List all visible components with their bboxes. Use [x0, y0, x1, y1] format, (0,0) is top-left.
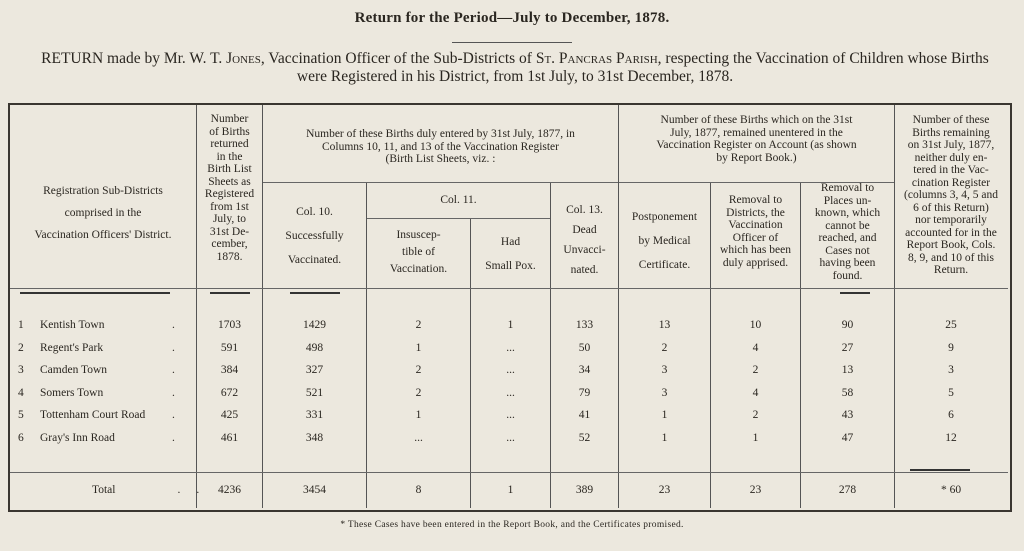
footnote: * These Cases have been entered in the Report Book, and the Certificates promised. — [340, 520, 684, 530]
leader-dot: . — [177, 484, 181, 496]
cell-vacc: 348 — [305, 432, 324, 444]
leader-dot: . — [172, 409, 175, 421]
cell-remu: 58 — [841, 387, 854, 399]
total-births: 4236 — [218, 484, 241, 496]
cell-pox: ... — [506, 432, 515, 444]
cell-remu: 43 — [841, 409, 854, 421]
row-number: 2 — [18, 342, 24, 354]
cell-remd: 2 — [752, 409, 759, 421]
header-line: July, to — [212, 213, 247, 225]
rule-dash — [20, 292, 170, 294]
header-line: Number of these — [912, 114, 990, 126]
header-line: 6 of this Return) — [913, 201, 989, 214]
total-rule — [10, 472, 1008, 473]
cell-remd: 4 — [752, 342, 759, 354]
header-line: Small Pox. — [485, 260, 536, 272]
header-line: tible of — [402, 246, 435, 258]
row-number: 3 — [18, 364, 24, 376]
sub-district-name: Kentish Town — [40, 319, 105, 331]
header-line: reached, and — [818, 232, 877, 244]
header-line: Number of these Births which on the 31st — [660, 114, 853, 126]
row-number: 1 — [18, 319, 24, 331]
header-bottom-rule — [10, 288, 1008, 289]
header-line: Vaccination Officers' District. — [34, 229, 172, 241]
cell-postp: 2 — [661, 342, 668, 354]
header-line: returned — [210, 138, 249, 150]
header-line: Postponement — [631, 211, 698, 223]
header-rule — [263, 182, 618, 183]
title-rule — [452, 42, 572, 43]
total-postponement: 23 — [658, 484, 671, 496]
header-line: accounted for in the — [905, 226, 997, 239]
page-title: Return for the Period—July to December, 1878. — [354, 10, 670, 26]
header-line: Return. — [933, 264, 969, 276]
header-line: by Medical — [638, 235, 691, 247]
cell-dead: 41 — [578, 409, 591, 421]
cell-postp: 13 — [658, 319, 671, 331]
header-line: Col. 13. — [566, 204, 603, 216]
cell-dead: 34 — [578, 364, 591, 376]
header-line: Districts, the — [726, 206, 785, 219]
cell-remain: 25 — [945, 319, 957, 331]
header-col11 — [367, 194, 550, 207]
header-line: 31st De- — [209, 225, 250, 238]
header-line: Vaccinated. — [287, 254, 342, 266]
header-line: cember, — [211, 238, 248, 250]
header-births-returned — [197, 113, 262, 263]
header-line: Col. 11. — [440, 194, 477, 206]
header-line: nated. — [570, 264, 599, 276]
leader-dot: . — [172, 342, 175, 354]
header-line: Removal to — [728, 194, 783, 206]
header-line: Unvacci- — [563, 244, 606, 256]
header-line: duly apprised. — [722, 256, 789, 269]
header-line: Cases not — [825, 244, 870, 257]
cell-vacc: 521 — [305, 387, 324, 399]
cell-remu: 27 — [841, 342, 854, 354]
row-number: 4 — [18, 387, 24, 399]
cell-postp: 3 — [661, 387, 668, 399]
sub-district-name: Somers Town — [40, 387, 104, 399]
cell-remain: 9 — [948, 342, 954, 354]
cell-postp: 3 — [661, 364, 668, 376]
cell-remu: 90 — [841, 319, 854, 331]
cell-postp: 1 — [661, 432, 668, 444]
header-line: Registration Sub-Districts — [43, 185, 163, 197]
cell-insus: 2 — [415, 364, 422, 376]
header-line: 8, 9, and 10 of this — [908, 251, 994, 264]
header-line: having been — [819, 257, 876, 269]
sub-district-name: Gray's Inn Road — [40, 432, 115, 444]
header-line: in the — [216, 150, 243, 163]
total-insusceptible: 8 — [415, 484, 422, 496]
header-line: Columns 10, 11, and 13 of the Vaccination Register — [322, 140, 559, 153]
header-line: (columns 3, 4, 5 and — [904, 189, 998, 201]
total-dead: 389 — [575, 484, 594, 496]
header-entered-group — [263, 128, 618, 166]
header-removal-unknown — [801, 182, 894, 282]
leader-dot: . — [172, 364, 175, 376]
header-line: July, 1877, remained unentered in the — [670, 126, 843, 139]
total-label — [92, 484, 199, 496]
cell-dead: 50 — [578, 342, 591, 354]
header-line: 1878. — [216, 250, 243, 263]
cell-dead: 52 — [578, 432, 591, 444]
header-rule — [367, 218, 550, 219]
cell-dead: 133 — [575, 319, 594, 331]
cell-remain: 6 — [948, 409, 954, 421]
return-preamble — [30, 50, 1000, 86]
row-number: 5 — [18, 409, 24, 421]
rule-dash — [910, 469, 970, 471]
cell-insus: 1 — [415, 342, 422, 354]
rule-dash — [840, 292, 870, 294]
cell-births: 1703 — [218, 319, 241, 331]
header-line: Dead — [572, 224, 597, 236]
header-line: known, which — [814, 207, 881, 219]
cell-remain: 5 — [948, 387, 954, 399]
cell-pox: ... — [506, 409, 515, 421]
cell-vacc: 327 — [305, 364, 324, 376]
header-line: Had — [500, 236, 521, 248]
header-removal-districts — [711, 194, 800, 269]
cell-remd: 10 — [749, 319, 762, 331]
cell-pox: ... — [506, 342, 515, 354]
cell-vacc: 498 — [305, 342, 324, 354]
cell-remain: 12 — [945, 432, 957, 444]
header-line: on 31st July, 1877, — [907, 139, 995, 151]
cell-remu: 13 — [841, 364, 854, 376]
header-line: Certificate. — [638, 259, 691, 271]
total-removal-districts: 23 — [749, 484, 762, 496]
header-remaining — [895, 114, 1007, 277]
total-smallpox: 1 — [507, 484, 514, 496]
header-line: (Birth List Sheets, viz. : — [385, 153, 496, 165]
parish-name: St. Pancras Parish — [535, 50, 658, 67]
header-line: tered in the Vac- — [913, 164, 989, 176]
header-line: Vaccination. — [389, 263, 448, 275]
col-rule — [618, 105, 619, 508]
total-vaccinated: 3454 — [303, 484, 326, 496]
header-line: cannot be — [825, 219, 870, 232]
header-line: from 1st — [210, 200, 249, 213]
cell-remd: 2 — [752, 364, 759, 376]
header-insusceptible — [367, 227, 470, 278]
header-unentered-group — [619, 114, 894, 164]
header-line: Vaccination Register on Account (as shown — [656, 139, 857, 151]
header-line: of Births — [209, 125, 250, 138]
header-district — [10, 180, 196, 246]
preamble-text-3: , respecting the Vaccination of Children whose Births were Registered in his District, from 1st July, to 31st December, 1878. — [296, 50, 989, 85]
header-col13 — [551, 200, 618, 280]
cell-insus: 2 — [415, 387, 422, 399]
cell-births: 461 — [220, 432, 239, 444]
cell-vacc: 1429 — [303, 319, 326, 331]
cell-remu: 47 — [841, 432, 854, 444]
cell-dead: 79 — [578, 387, 591, 399]
cell-insus: 1 — [415, 409, 422, 421]
leader-dot: . — [196, 484, 200, 496]
header-line: by Report Book.) — [716, 151, 797, 164]
sub-district-name: Tottenham Court Road — [40, 409, 146, 421]
cell-births: 384 — [220, 364, 239, 376]
header-col10 — [263, 200, 366, 272]
header-line: Places un- — [823, 194, 872, 207]
leader-dot: . — [172, 432, 175, 444]
cell-remain: 3 — [948, 364, 954, 376]
cell-pox: 1 — [507, 319, 514, 331]
header-postponement — [619, 205, 710, 277]
header-smallpox — [471, 230, 550, 278]
header-line: Successfully — [285, 230, 344, 242]
preamble-text-2: , Vaccination Officer of the Sub-Districts of — [260, 50, 536, 67]
row-number: 6 — [18, 432, 24, 444]
header-line: Number of these Births duly entered by 31st July, 1877, in — [306, 128, 575, 140]
cell-births: 672 — [220, 387, 239, 399]
header-line: Number — [210, 113, 249, 125]
cell-pox: ... — [506, 387, 515, 399]
leader-dot: . — [172, 387, 175, 399]
total-remaining: * 60 — [940, 484, 962, 496]
header-line: Birth List — [207, 163, 252, 175]
header-line: found. — [832, 269, 863, 282]
header-line: Removal to — [820, 182, 875, 194]
leader-dot: . — [172, 319, 175, 331]
cell-births: 591 — [220, 342, 239, 354]
sub-district-name: Regent's Park — [40, 342, 104, 354]
header-line: comprised in the — [64, 207, 142, 219]
officer-name: Jones — [226, 50, 261, 67]
total-removal-unknown: 278 — [838, 484, 857, 496]
rule-dash — [210, 292, 250, 294]
header-line: neither duly en- — [914, 151, 988, 164]
cell-postp: 1 — [661, 409, 668, 421]
preamble-text-1: RETURN made by Mr. W. T. — [41, 50, 227, 67]
sub-district-name: Camden Town — [40, 364, 108, 376]
cell-insus: 2 — [415, 319, 422, 331]
header-line: cination Register — [911, 176, 991, 189]
header-line: Vaccination — [728, 219, 783, 231]
rule-dash — [290, 292, 340, 294]
cell-pox: ... — [506, 364, 515, 376]
cell-remd: 4 — [752, 387, 759, 399]
cell-remd: 1 — [752, 432, 759, 444]
header-line: which has been — [720, 244, 791, 256]
cell-vacc: 331 — [305, 409, 324, 421]
header-line: Sheets as — [208, 175, 251, 188]
header-line: nor temporarily — [915, 214, 987, 226]
header-line: Registered — [204, 188, 255, 200]
header-line: Report Book, Cols. — [906, 239, 996, 251]
header-line: Col. 10. — [296, 206, 333, 218]
cell-insus: ... — [414, 432, 423, 444]
header-line: Officer of — [732, 231, 779, 244]
header-line: Births remaining — [912, 126, 990, 139]
header-line: Insuscep- — [396, 229, 441, 241]
cell-births: 425 — [220, 409, 239, 421]
total-label-text: Total — [92, 484, 116, 496]
